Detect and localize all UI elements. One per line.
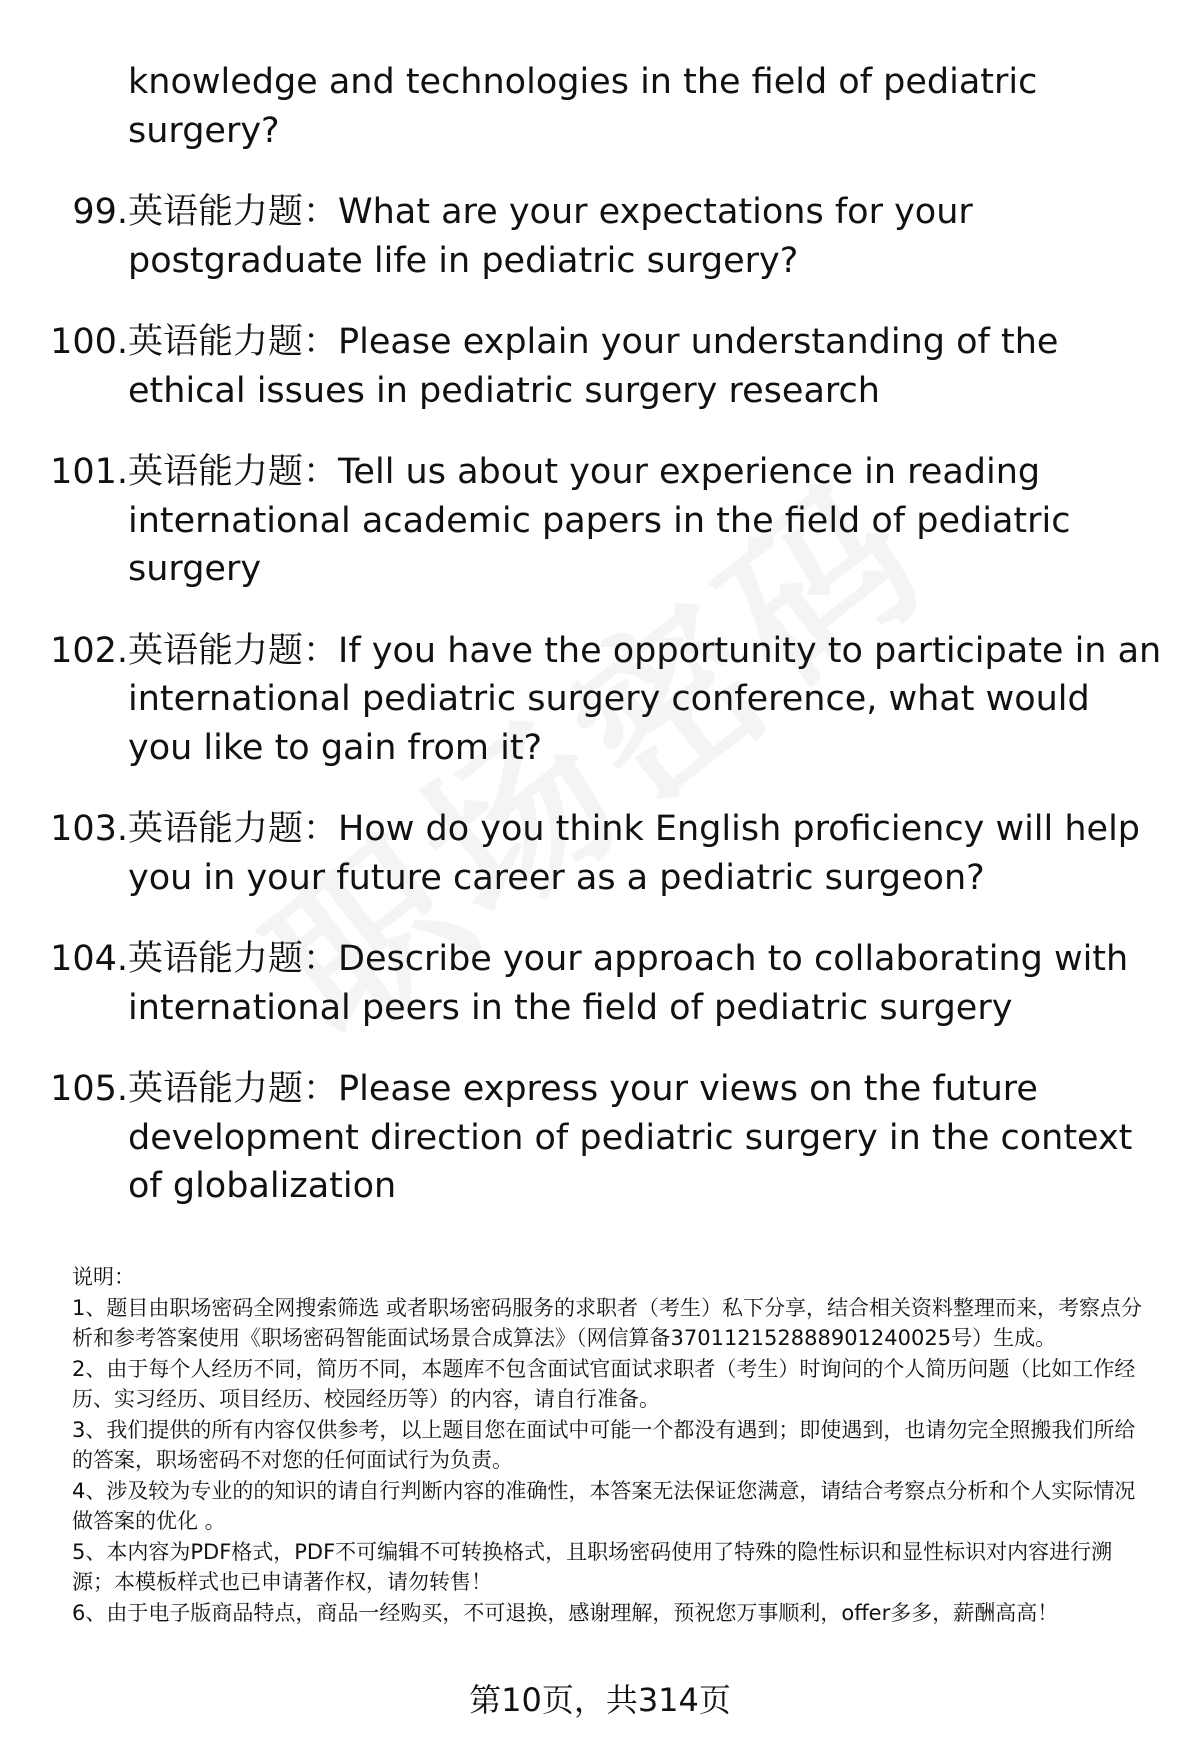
question-number: 101.: [50, 452, 128, 492]
question-text: 英语能力题：Please express your views on the future development direction of pediatric surgery in the context of globalization: [128, 1069, 1133, 1206]
question-item: [0, 448, 1200, 594]
question-text: 英语能力题：Describe your approach to collaborating with international peers in the field of pediatric surgery: [128, 939, 1129, 1028]
page-number: 第10页，共314页: [469, 1681, 731, 1719]
question-item: [0, 627, 1200, 773]
question-text: 英语能力题：If you have the opportunity to participate in an international pediatric surgery conference, what would you like to gain from it?: [128, 630, 1162, 768]
question-number: 100.: [50, 322, 128, 362]
question-number: 104.: [50, 939, 128, 979]
note-item: 5、本内容为PDF格式，PDF不可编辑不可转换格式，且职场密码使用了特殊的隐性标识和显性标识对内容进行溯源；本模板样式也已申请著作权，请勿转售！: [72, 1539, 1113, 1594]
question-item: [0, 318, 1200, 415]
note-item: 3、我们提供的所有内容仅供参考，以上题目您在面试中可能一个都没有遇到；即使遇到，也请勿完全照搬我们所给的答案，职场密码不对您的任何面试行为负责。: [72, 1417, 1136, 1472]
question-number: [0, 58, 128, 155]
question-item: [0, 935, 1200, 1032]
note-item: 4、涉及较为专业的的知识的请自行判断内容的准确性，本答案无法保证您满意，请结合考察点分析和个人实际情况做答案的优化 。: [72, 1478, 1136, 1533]
question-item: [0, 805, 1200, 902]
question-text: 英语能力题：Please explain your understanding of the ethical issues in pediatric surgery research: [128, 322, 1059, 411]
question-number: 103.: [50, 809, 128, 849]
note-item: 2、由于每个人经历不同，简历不同，本题库不包含面试官面试求职者（考生）时询问的个人简历问题（比如工作经历、实习经历、项目经历、校园经历等）的内容，请自行准备。: [72, 1356, 1136, 1411]
question-text: 英语能力题：What are your expectations for your postgraduate life in pediatric surgery?: [128, 192, 973, 281]
note-item: 1、题目由职场密码全网搜索筛选 或者职场密码服务的求职者（考生）私下分享，结合相关资料整理而来，考察点分析和参考答案使用《职场密码智能面试场景合成算法》（网信算备370112152888901240025号）生成。: [72, 1295, 1143, 1350]
question-number: 105.: [50, 1069, 128, 1109]
notes-section: [72, 1262, 1152, 1628]
note-item: 6、由于电子版商品特点，商品一经购买，不可退换，感谢理解，预祝您万事顺利，offer多多，薪酬高高！: [72, 1600, 1059, 1625]
question-number: 102.: [50, 630, 128, 671]
question-number: 99.: [72, 192, 128, 232]
question-text: knowledge and technologies in the field of pediatric surgery?: [128, 62, 1038, 151]
question-text: 英语能力题：Tell us about your experience in reading international academic papers in the field of pediatric surgery: [128, 452, 1071, 589]
notes-title: 说明：: [72, 1265, 135, 1289]
question-item: [0, 188, 1200, 285]
question-list: [0, 58, 1200, 1244]
question-item: [0, 58, 1200, 155]
question-text: 英语能力题：How do you think English proficiency will help you in your future career as a pediatric surgeon?: [128, 809, 1141, 898]
question-item: [0, 1065, 1200, 1211]
